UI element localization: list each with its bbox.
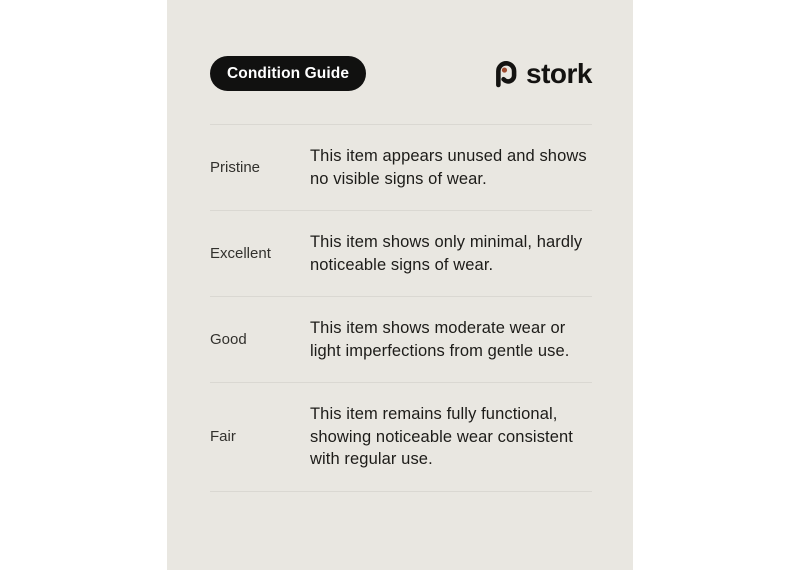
- condition-row-excellent: [210, 210, 592, 296]
- condition-description: This item shows moderate wear or light imperfections from gentle use.: [310, 319, 570, 360]
- condition-guide-badge[interactable]: Condition Guide: [210, 56, 366, 91]
- condition-label: Good: [210, 330, 247, 348]
- condition-label: Pristine: [210, 158, 261, 176]
- condition-row-pristine: [210, 124, 592, 210]
- condition-row-fair: [210, 382, 592, 492]
- condition-label: Excellent: [210, 244, 271, 262]
- stork-logo: [493, 59, 592, 88]
- condition-description: This item remains fully functional, showing noticeable wear consistent with regular use.: [310, 405, 573, 468]
- stork-bird-icon: [493, 59, 519, 88]
- condition-row-good: [210, 296, 592, 382]
- condition-guide-card: [167, 0, 633, 570]
- condition-description: This item shows only minimal, hardly noticeable signs of wear.: [310, 233, 583, 274]
- condition-table: [210, 124, 592, 492]
- condition-label: Fair: [210, 428, 236, 445]
- stork-wordmark: stork: [526, 57, 592, 89]
- condition-description: This item appears unused and shows no visible signs of wear.: [310, 147, 587, 188]
- card-header: [210, 56, 592, 91]
